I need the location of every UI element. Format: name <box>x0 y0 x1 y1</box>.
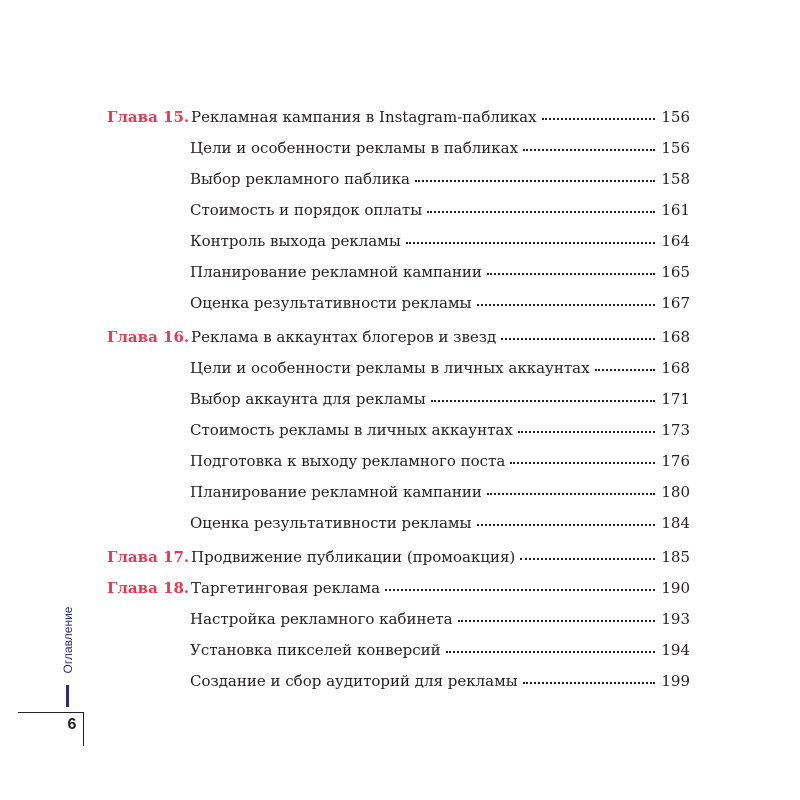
toc-page-number: 161 <box>661 201 690 219</box>
page-corner-rule-vertical <box>83 712 84 746</box>
toc-page-number: 168 <box>661 359 690 377</box>
toc-row-chapter-15 <box>0 102 800 132</box>
toc-page-number: 171 <box>661 390 690 408</box>
section-marker-bar <box>66 685 69 707</box>
toc-page-number: 193 <box>661 610 690 628</box>
toc-page-number: 194 <box>661 641 690 659</box>
toc-row-chapter-17 <box>0 542 800 572</box>
toc-row <box>0 666 800 696</box>
page-number: 6 <box>67 716 77 733</box>
toc-row <box>0 195 800 225</box>
dot-leader <box>487 272 655 275</box>
toc-row <box>0 353 800 383</box>
toc-page-number: 184 <box>661 514 690 532</box>
dot-leader <box>520 557 655 560</box>
dot-leader <box>501 337 655 340</box>
toc-title: Контроль выхода рекламы <box>190 232 401 250</box>
toc-row <box>0 446 800 476</box>
toc-title: Реклама в аккаунтах блогеров и звезд <box>191 328 497 346</box>
toc-page-number: 156 <box>661 139 690 157</box>
dot-leader <box>518 430 655 433</box>
toc-title: Стоимость и порядок оплаты <box>190 201 423 219</box>
toc-page-number: 199 <box>661 672 690 690</box>
toc-title: Планирование рекламной кампании <box>190 263 482 281</box>
dot-leader <box>595 368 655 371</box>
toc-title: Выбор аккаунта для рекламы <box>190 390 426 408</box>
section-label: Оглавление <box>61 606 75 674</box>
toc-title: Таргетинговая реклама <box>191 579 381 597</box>
toc-title: Стоимость рекламы в личных аккаунтах <box>190 421 513 439</box>
dot-leader <box>385 588 655 591</box>
toc-row <box>0 477 800 507</box>
toc-row <box>0 635 800 665</box>
dot-leader <box>477 303 656 306</box>
toc-page-number: 158 <box>661 170 690 188</box>
toc-page-number: 165 <box>661 263 690 281</box>
toc-row <box>0 384 800 414</box>
dot-leader <box>523 681 655 684</box>
toc-title: Оценка результативности рекламы <box>190 294 472 312</box>
dot-leader <box>446 650 655 653</box>
dot-leader <box>523 148 655 151</box>
toc-page-number: 164 <box>661 232 690 250</box>
toc-page-number: 176 <box>661 452 690 470</box>
toc-page-number: 156 <box>661 108 690 126</box>
toc-row-chapter-18 <box>0 573 800 603</box>
dot-leader <box>431 399 655 402</box>
toc-title: Планирование рекламной кампании <box>190 483 482 501</box>
page-corner-rule-horizontal <box>18 712 83 713</box>
chapter-label: Глава 16. <box>107 328 190 346</box>
dot-leader <box>510 461 655 464</box>
toc-page-number: 190 <box>661 579 690 597</box>
toc-title: Настройка рекламного кабинета <box>190 610 453 628</box>
toc-title: Цели и особенности рекламы в личных аккаунтах <box>190 359 590 377</box>
toc-row <box>0 415 800 445</box>
toc-row <box>0 508 800 538</box>
chapter-label: Глава 18. <box>107 579 190 597</box>
toc-page-number: 168 <box>661 328 690 346</box>
toc-title: Выбор рекламного паблика <box>190 170 410 188</box>
toc-page-number: 185 <box>661 548 690 566</box>
toc-title: Цели и особенности рекламы в пабликах <box>190 139 519 157</box>
dot-leader <box>427 210 655 213</box>
toc-title: Рекламная кампания в Instagram-пабликах <box>191 108 537 126</box>
toc-row <box>0 226 800 256</box>
chapter-label: Глава 15. <box>107 108 190 126</box>
dot-leader <box>487 492 655 495</box>
dot-leader <box>477 523 656 526</box>
toc-row <box>0 288 800 318</box>
toc-page-number: 173 <box>661 421 690 439</box>
toc-row <box>0 133 800 163</box>
dot-leader <box>415 179 655 182</box>
toc-title: Оценка результативности рекламы <box>190 514 472 532</box>
dot-leader <box>406 241 655 244</box>
toc-page-number: 180 <box>661 483 690 501</box>
toc-row <box>0 604 800 634</box>
toc-row <box>0 164 800 194</box>
dot-leader <box>542 117 655 120</box>
toc-title: Создание и сбор аудиторий для рекламы <box>190 672 518 690</box>
toc-title: Продвижение публикации (промоакция) <box>191 548 516 566</box>
toc-page-number: 167 <box>661 294 690 312</box>
toc-row-chapter-16 <box>0 322 800 352</box>
chapter-label: Глава 17. <box>107 548 190 566</box>
dot-leader <box>458 619 655 622</box>
toc-title: Подготовка к выходу рекламного поста <box>190 452 506 470</box>
toc-row <box>0 257 800 287</box>
toc-title: Установка пикселей конверсий <box>190 641 441 659</box>
